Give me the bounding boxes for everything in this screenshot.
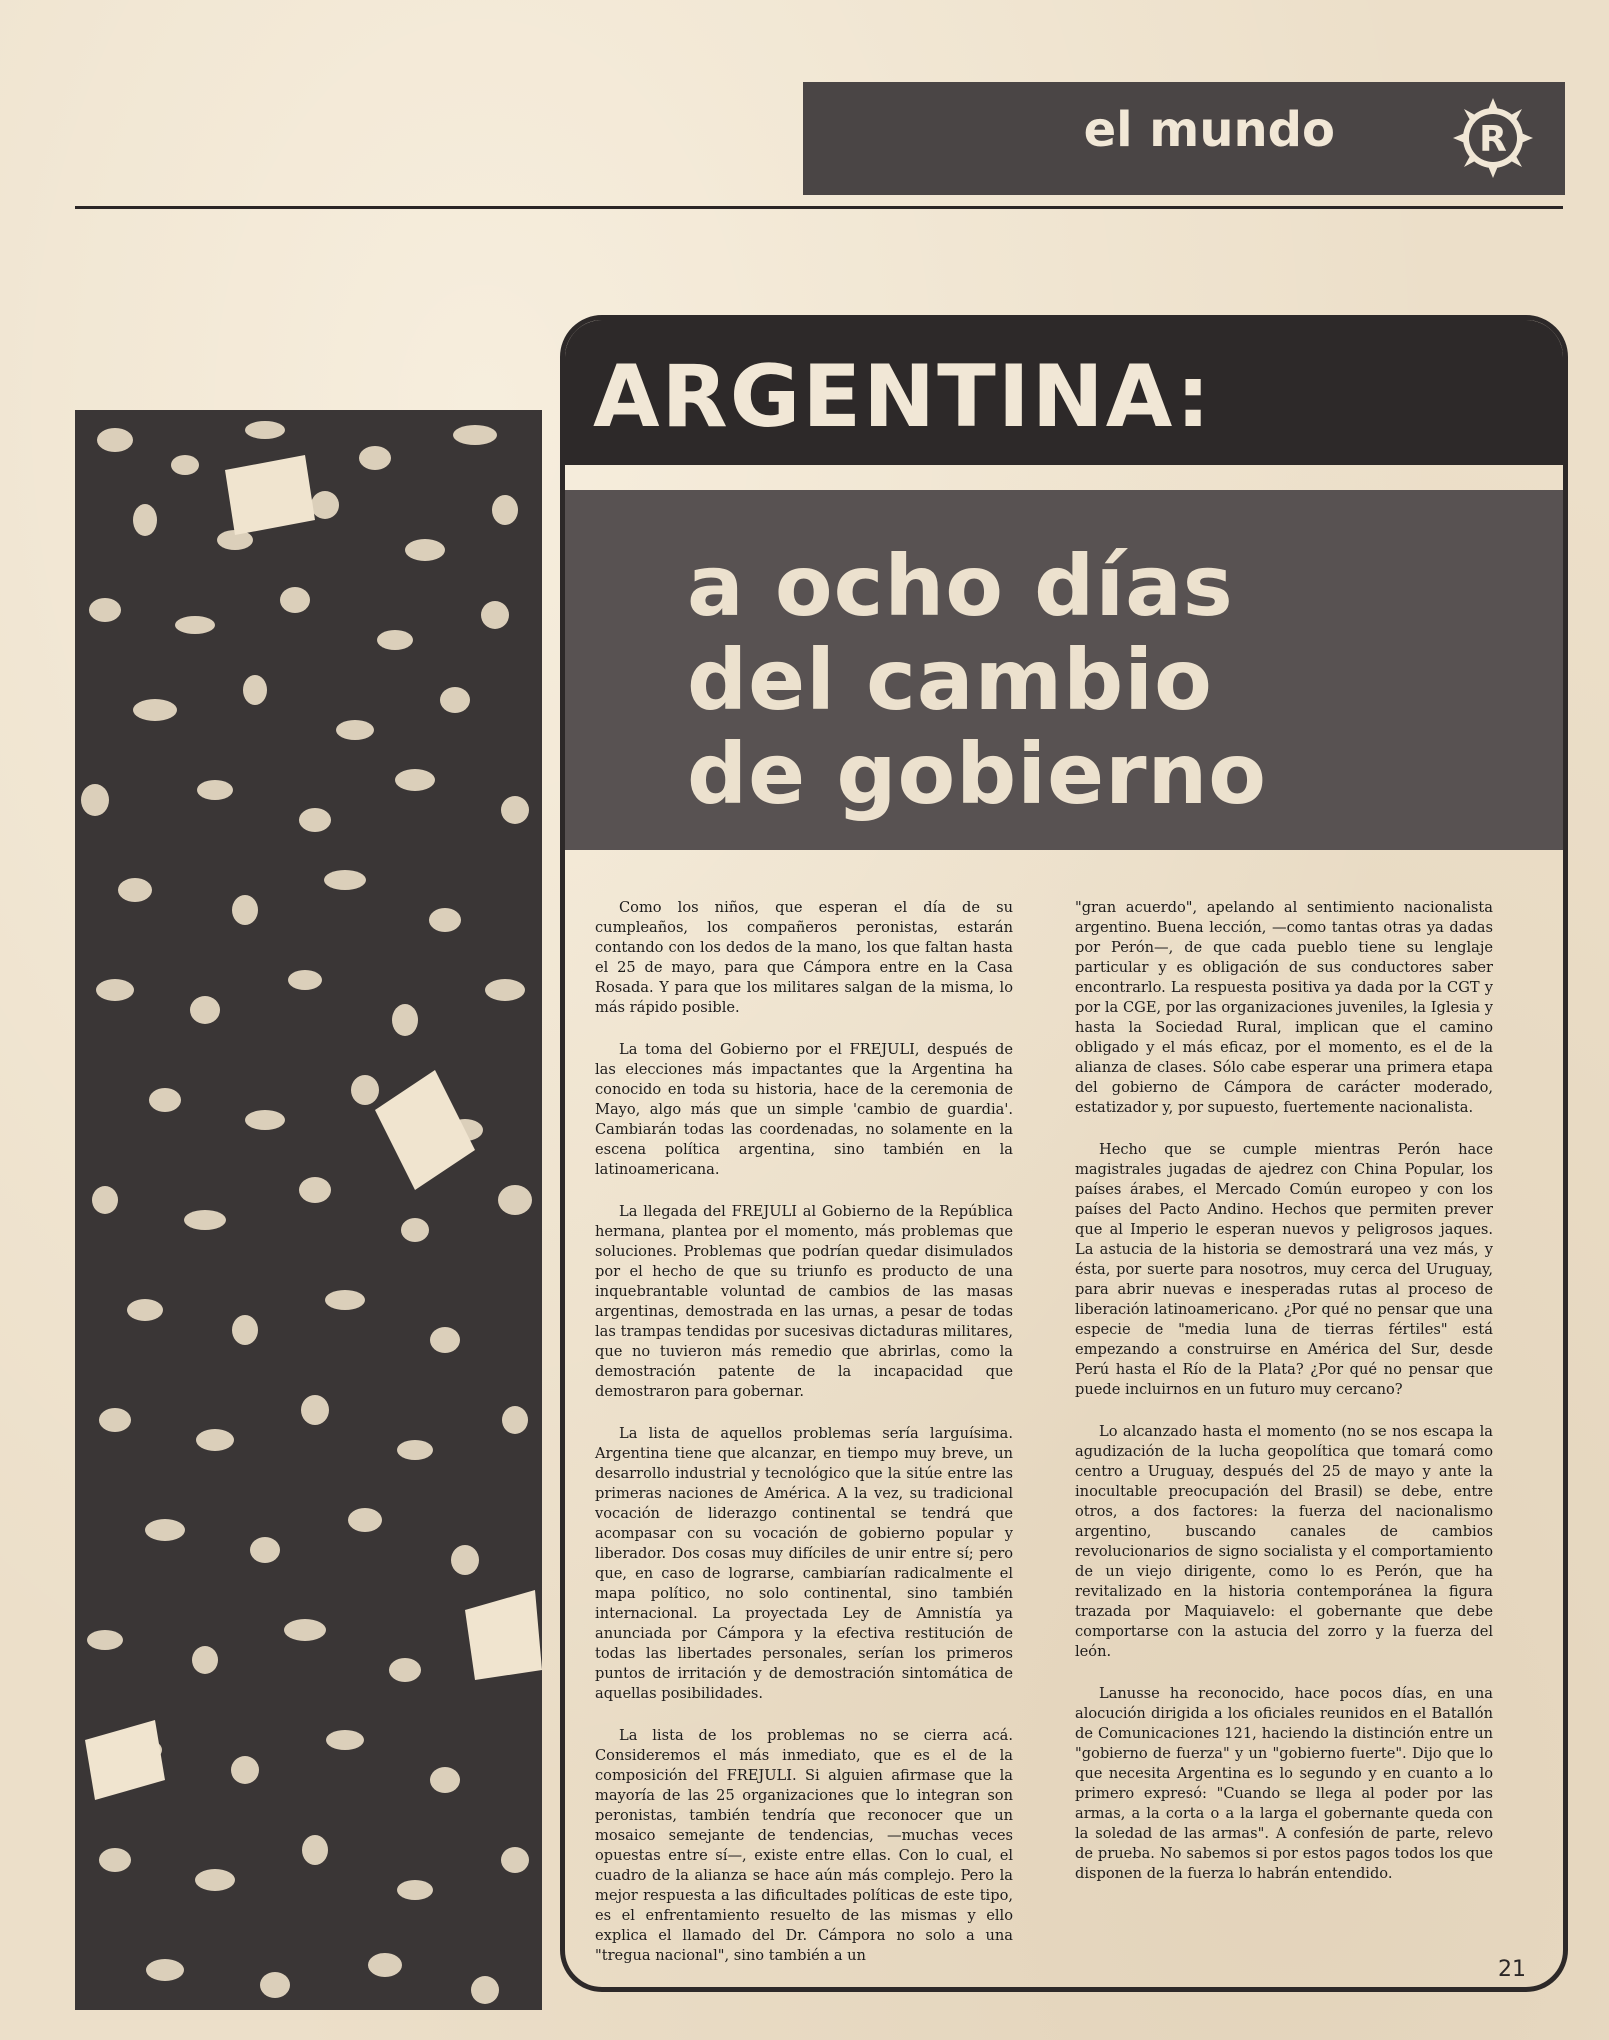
headline-main: ARGENTINA: — [593, 347, 1213, 447]
headline-sub-line: de gobierno — [687, 725, 1268, 823]
article-paragraph: La lista de los problemas no se cierra acá. Consideremos el más inmediato, que es el de la composición del FREJULI. Si alguien afirmase que la mayoría de las 25 organizaciones que lo integran son peronistas, también tendría que reconocer que un mosaico semejante de tendencias, —muchas veces opuestas entre sí—, existe entre ellas. Con lo cual, el cuadro de la alianza se hace aún más complejo. Pero la mejor respuesta a las dificultades políticas de este tipo, es el enfrentamiento resuelto de las mismas y ello explica el llamado del Dr. Cámpora no solo a una "tregua nacional", sino también a un — [595, 1727, 1013, 1964]
crowd-photo — [75, 410, 542, 2010]
article-column-right — [1075, 898, 1493, 1884]
crowd-photo-image — [75, 410, 542, 2010]
page-number: 21 — [1498, 1957, 1526, 1982]
headline-main-band — [565, 320, 1563, 465]
article-paragraph: Lo alcanzado hasta el momento (no se nos escapa la agudización de la lucha geopolítica que tomará como centro a Uruguay, después del 25 de mayo y ante la inocultable preocupación del Brasil) se debe, entre otros, a dos factores: la fuerza del nacionalismo argentino, buscando canales de cambios revolucionarios de signo socialista y el comportamiento de un viejo dirigente, como lo es Perón, que ha revitalizado en la historia contemporánea la figura trazada por Maquiavelo: el gobernante que debe comportarse con la astucia del zorro y la fuerza del león. — [1075, 1423, 1493, 1660]
headline-sub-band — [565, 490, 1563, 850]
header-rule — [75, 206, 1563, 209]
article-paragraph: La toma del Gobierno por el FREJULI, después de las elecciones más impactantes que la Argentina ha conocido en toda su historia, hace de la ceremonia de Mayo, algo más que un simple 'cambio de guardia'. Cambiarán todas las coordenadas, no solamente en la escena política argentina, sino también en la latinoamericana. — [595, 1041, 1013, 1178]
logo-letter: R — [1479, 119, 1507, 160]
headline-sub-line: a ocho días — [687, 537, 1234, 635]
section-title: el mundo — [1083, 102, 1335, 158]
article-box — [560, 315, 1568, 1992]
r-logo-icon — [1451, 96, 1535, 180]
article-paragraph: Hecho que se cumple mientras Perón hace magistrales jugadas de ajedrez con China Popular, los países árabes, el Mercado Común europeo y con los países del Pacto Andino. Hechos que permiten prever que al Imperio le esperan nuevos y peligrosos jaques. La astucia de la historia se demostrará una vez más, y ésta, por suerte para nosotros, muy cerca del Uruguay, para abrir nuevas e inesperadas rutas al proceso de liberación latinoamericano. ¿Por qué no pensar que una especie de "media luna de tierras fértiles" está empezando a construirse en América del Sur, desde Perú hasta el Río de la Plata? ¿Por qué no pensar que puede incluirnos en un futuro muy cercano? — [1075, 1141, 1493, 1398]
article-paragraph: Como los niños, que esperan el día de su cumpleaños, los compañeros peronistas, estarán contando con los dedos de la mano, los que faltan hasta el 25 de mayo, para que Cámpora entre en la Casa Rosada. Y para que los militares salgan de la misma, lo más rápido posible. — [595, 899, 1013, 1016]
article-paragraph: La lista de aquellos problemas sería larguísima. Argentina tiene que alcanzar, en tiempo muy breve, un desarrollo industrial y tecnológico que la sitúe entre las primeras naciones de América. A la vez, su tradicional vocación de liderazgo continental se tendrá que acompasar con su vocación de gobierno popular y liberador. Dos cosas muy difíciles de unir entre sí; pero que, en caso de lograrse, cambiarían radicalmente el mapa político, no solo continental, sino también internacional. La proyectada Ley de Amnistía ya anunciada por Cámpora y la efectiva restitución de todas las libertades personales, serían los primeros puntos de irritación y de demostración sintomática de aquellas posibilidades. — [595, 1425, 1013, 1702]
section-header-band — [803, 82, 1565, 195]
article-column-left — [595, 898, 1013, 1966]
article-paragraph: La llegada del FREJULI al Gobierno de la República hermana, plantea por el momento, más problemas que soluciones. Problemas que podrían quedar disimulados por el hecho de que su triunfo es producto de una inquebrantable voluntad de cambios de las masas argentinas, demostrada en las urnas, a pesar de todas las trampas tendidas por sucesivas dictaduras militares, que no tuvieron más remedio que abrirlas, como la demostración patente de la incapacidad que demostraron para gobernar. — [595, 1203, 1013, 1400]
article-paragraph: Lanusse ha reconocido, hace pocos días, en una alocución dirigida a los oficiales reunidos en el Batallón de Comunicaciones 121, haciendo la distinción entre un "gobierno de fuerza" y un "gobierno fuerte". Dijo que lo que necesita Argentina es lo segundo y en cuanto a lo primero expresó: "Cuando se llega al poder por las armas, a la corta o a la larga el gobernante queda con la soledad de las armas". A confesión de parte, relevo de prueba. No sabemos si por estos pagos todos los que disponen de la fuerza lo habrán entendido. — [1075, 1685, 1493, 1882]
article-paragraph: "gran acuerdo", apelando al sentimiento nacionalista argentino. Buena lección, —como tantas otras ya dadas por Perón—, de que cada pueblo tiene su lenglaje particular y es obligación de sus conductores saber encontrarlo. La respuesta positiva ya dada por la CGT y por la CGE, por las organizaciones juveniles, la Iglesia y hasta la Sociedad Rural, implican que el camino obligado y el más eficaz, por el momento, es el de la alianza de clases. Sólo cabe esperar una primera etapa del gobierno de Cámpora de carácter moderado, estatizador y, por supuesto, fuertemente nacionalista. — [1075, 899, 1493, 1116]
headline-sub-line: del cambio — [687, 631, 1213, 729]
